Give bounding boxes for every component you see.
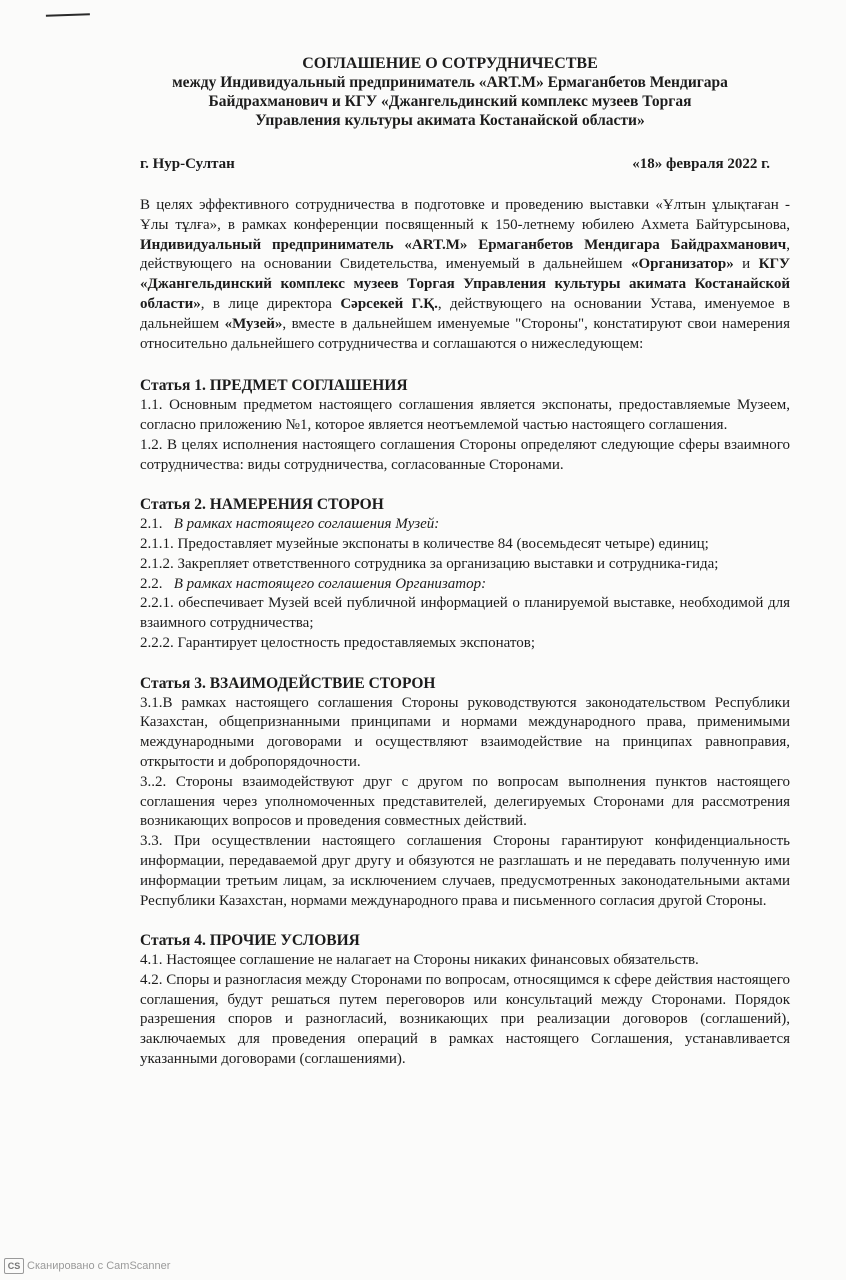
director-name: Сәрсекей Г.Қ. <box>340 295 438 312</box>
document-title: СОГЛАШЕНИЕ О СОТРУДНИЧЕСТВЕ <box>302 55 598 72</box>
clause <box>140 515 790 535</box>
intro-text: , действующего на основании Свидетельства, именуемый в дальнейшем <box>140 236 790 273</box>
clause-number: 2.2. <box>140 575 163 592</box>
subtitle-line: Управления культуры акимата Костанайской области» <box>255 112 645 129</box>
section-heading: Статья 2. НАМЕРЕНИЯ СТОРОН <box>140 496 384 514</box>
place-date-row <box>140 156 770 173</box>
clause-number: 2.1. <box>140 516 163 533</box>
date: «18» февраля 2022 г. <box>632 156 770 172</box>
clause: 1.1. Основным предметом настоящего соглашения является экспонаты, предоставляемые Музеем, согласно приложению №1, которое является неотъемлемой частью настоящего соглашения. <box>140 397 790 433</box>
intro-text: , в лице директора <box>200 295 341 312</box>
clause: 3..2. Стороны взаимодействуют друг с другом по вопросам выполнения пунктов настоящего соглашения через уполномоченных представителей, делегируемых Сторонами для рассмотрения возникающих вопросов и проведения совместных действий. <box>140 773 790 830</box>
clause: 2.2.2. Гарантирует целостность предоставляемых экспонатов; <box>140 634 535 651</box>
camscanner-logo-icon: CS <box>4 1258 24 1274</box>
section-3 <box>140 674 790 912</box>
watermark-text: Сканировано с CamScanner <box>27 1260 171 1272</box>
clause: 4.2. Споры и разногласия между Сторонами по вопросам, относящимся к сфере действия настоящего соглашения, будут решаться путем переговоров или консультаций между Сторонами. Порядок разрешения споров и разногласий, возникающих при реализации договоров (соглашений), заключаемых для проведения операций в рамках настоящего Соглашения, устанавливается указанными договорами (соглашениями). <box>140 971 790 1068</box>
clause <box>140 575 790 595</box>
clause: 2.1.2. Закрепляет ответственного сотрудника за организацию выставки и сотрудника-гида; <box>140 555 719 572</box>
clause-text: В рамках настоящего соглашения Музей: <box>173 516 440 533</box>
intro-text: , вместе в дальнейшем именуемые "Стороны", констатируют свои намерения относительно дальнейшего сотрудничества и соглашаются о нижеследующем: <box>140 315 790 352</box>
intro-text: , действующего на основании Устава, именуемое в дальнейшем <box>140 295 791 332</box>
subtitle-line: между Индивидуальный предприниматель «ART.M» Ермаганбетов Мендигара <box>172 74 728 91</box>
section-2 <box>140 495 790 653</box>
intro-paragraph <box>140 196 790 354</box>
subtitle-line: Байдрахманович и КГУ «Джангельдинский комплекс музеев Торгая <box>208 93 692 110</box>
clause: 3.3. При осуществлении настоящего соглашения Стороны гарантируют конфиденциальность информации, передаваемой друг другу и обязуются не разглашать и не передавать полученную ими информации третьим лицам, за исключением случаев, предусмотренных законодательными актами Республики Казахстан, нормами международного права и письменного согласия другой Стороны. <box>140 833 790 909</box>
party-organizer-name: Индивидуальный предприниматель «ART.M» Ермаганбетов Мендигара Байдрахманович <box>140 236 787 253</box>
city: г. Нур-Султан <box>140 156 235 172</box>
document-body <box>140 196 790 1090</box>
section-heading: Статья 3. ВЗАИМОДЕЙСТВИЕ СТОРОН <box>140 674 436 692</box>
party-museum-name: КГУ «Джангельдинский комплекс музеев Торгая Управления культуры акимата Костанайской области» <box>140 256 790 312</box>
clause-text: В рамках настоящего соглашения Организатор: <box>173 575 487 592</box>
clause: 2.2.1. обеспечивает Музей всей публичной информацией о планируемой выставке, необходимой для взаимного сотрудничества; <box>140 595 790 632</box>
intro-text: В целях эффективного сотрудничества в подготовке и проведению выставки «Ұлтын ұлықтаған - Ұлы тұлға», в рамках конференции посвященный к 150-летнему юбилею Ахмета Байтурсынова, <box>140 197 790 233</box>
clause: 3.1.В рамках настоящего соглашения Стороны руководствуются законодательством Республики Казахстан, общепризнанными принципами и нормами международного права, применимыми международными договорами и осуществляют взаимодействие на принципах равноправия, открытости и добропорядочности. <box>140 694 790 770</box>
scanner-watermark <box>4 1258 170 1274</box>
clause: 4.1. Настоящее соглашение не налагает на Стороны никаких финансовых обязательств. <box>140 952 699 969</box>
section-4 <box>140 931 790 1070</box>
section-heading: Статья 4. ПРОЧИЕ УСЛОВИЯ <box>140 932 360 950</box>
intro-text: и <box>733 256 759 273</box>
section-heading: Статья 1. ПРЕДМЕТ СОГЛАШЕНИЯ <box>140 377 408 395</box>
organizer-term: «Организатор» <box>630 256 734 273</box>
document-header <box>120 54 780 130</box>
section-1 <box>140 376 790 475</box>
museum-term: «Музей» <box>224 315 283 332</box>
clause: 2.1.1. Предоставляет музейные экспонаты в количестве 84 (восемьдесят четыре) единиц; <box>140 535 709 552</box>
pen-mark <box>46 13 90 23</box>
clause: 1.2. В целях исполнения настоящего соглашения Стороны определяют следующие сферы взаимного сотрудничества: виды сотрудничества, согласованные Сторонами. <box>140 436 790 473</box>
